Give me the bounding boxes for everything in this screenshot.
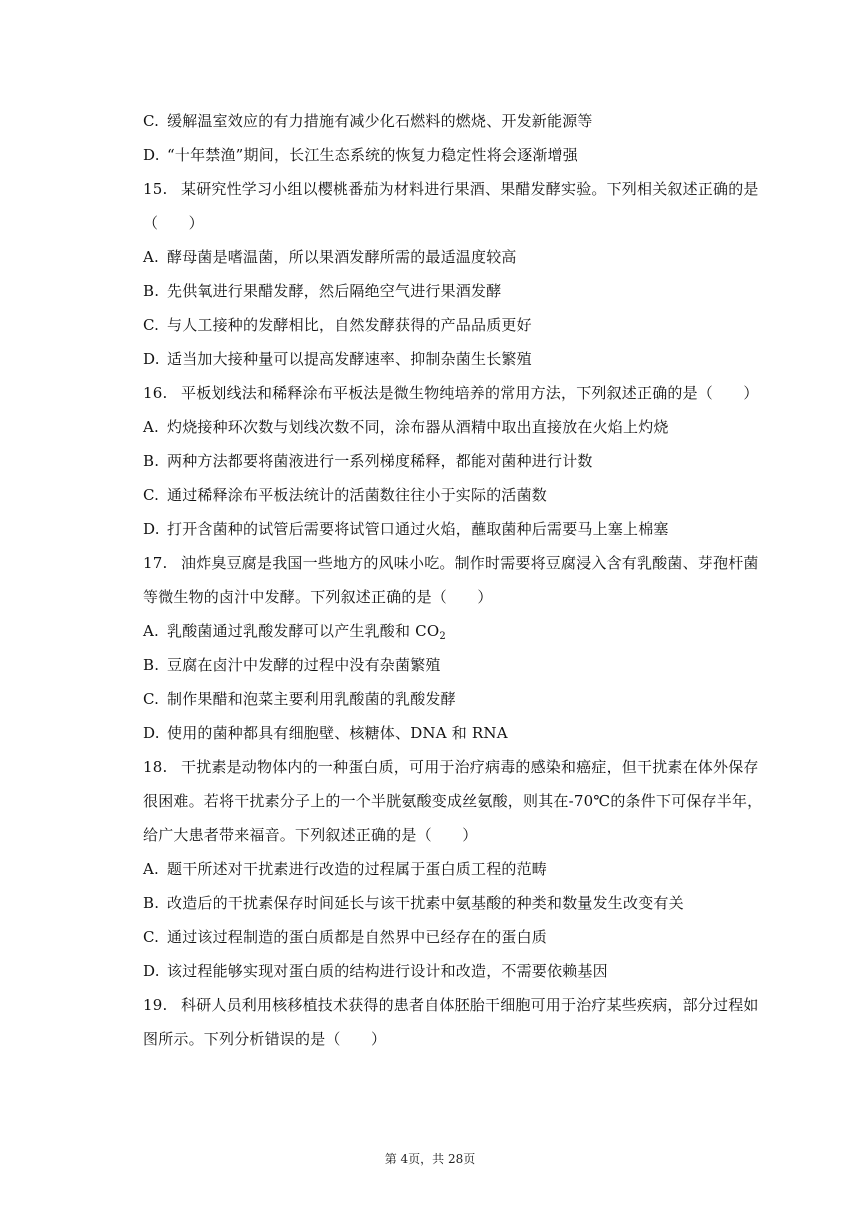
option-letter: D. <box>143 724 160 742</box>
q17-option-c <box>143 689 763 709</box>
option-letter: C. <box>143 112 160 130</box>
question-stem: 很困难。若将干扰素分子上的一个半胱氨酸变成丝氨酸，则其在-70℃的条件下可保存半年， <box>143 792 763 810</box>
q16-option-c <box>143 485 763 505</box>
option-letter: C. <box>143 486 160 504</box>
q15-option-b <box>143 281 763 301</box>
option-letter: B. <box>143 894 160 912</box>
q19-stem-line2 <box>143 1029 763 1049</box>
question-number: 15. <box>143 180 168 198</box>
q16-option-d <box>143 519 763 539</box>
option-text: 酵母菌是嗜温菌，所以果酒发酵所需的最适温度较高 <box>167 248 517 266</box>
question-stem: 图所示。下列分析错误的是（ ） <box>143 1030 387 1048</box>
q15-stem-line1 <box>143 179 763 199</box>
q17-option-a <box>143 621 763 647</box>
q17-stem-line1 <box>143 553 763 573</box>
option-text: 乳酸菌通过乳酸发酵可以产生乳酸和 CO <box>167 622 440 640</box>
option-text: 使用的菌种都具有细胞壁、核糖体、DNA 和 RNA <box>167 724 508 742</box>
q15-option-c <box>143 315 763 335</box>
q17-option-b <box>143 655 763 675</box>
q14-option-c <box>143 111 763 131</box>
q18-stem-line1 <box>143 757 763 777</box>
option-letter: D. <box>143 350 160 368</box>
question-stem: 某研究性学习小组以樱桃番茄为材料进行果酒、果醋发酵实验。下列相关叙述正确的是 <box>181 180 759 198</box>
option-letter: A. <box>143 418 160 436</box>
option-text: 先供氧进行果醋发酵，然后隔绝空气进行果酒发酵 <box>167 282 502 300</box>
q15-stem-line2 <box>143 213 763 233</box>
q18-option-a <box>143 859 763 879</box>
option-text: 两种方法都要将菌液进行一系列梯度稀释，都能对菌种进行计数 <box>167 452 593 470</box>
q16-option-a <box>143 417 763 437</box>
question-stem: 给广大患者带来福音。下列叙述正确的是（ ） <box>143 826 478 844</box>
question-number: 16. <box>143 384 168 402</box>
option-text: 题干所述对干扰素进行改造的过程属于蛋白质工程的范畴 <box>167 860 548 878</box>
option-text: 打开含菌种的试管后需要将试管口通过火焰，蘸取菌种后需要马上塞上棉塞 <box>167 520 669 538</box>
subscript: 2 <box>439 631 446 642</box>
option-text: 适当加大接种量可以提高发酵速率、抑制杂菌生长繁殖 <box>167 350 532 368</box>
q19-stem-line1 <box>143 995 763 1015</box>
q18-option-b <box>143 893 763 913</box>
q17-stem-line2 <box>143 587 763 607</box>
option-text: 改造后的干扰素保存时间延长与该干扰素中氨基酸的种类和数量发生改变有关 <box>167 894 684 912</box>
question-number: 17. <box>143 554 168 572</box>
option-text: 缓解温室效应的有力措施有减少化石燃料的燃烧、开发新能源等 <box>167 112 593 130</box>
option-letter: D. <box>143 520 160 538</box>
q18-stem-line2 <box>143 791 763 811</box>
q17-option-d <box>143 723 763 743</box>
question-stem: 科研人员利用核移植技术获得的患者自体胚胎干细胞可用于治疗某些疾病，部分过程如 <box>181 996 759 1014</box>
option-text: 与人工接种的发酵相比，自然发酵获得的产品品质更好 <box>167 316 532 334</box>
option-letter: D. <box>143 146 160 164</box>
question-stem: 干扰素是动物体内的一种蛋白质，可用于治疗病毒的感染和癌症，但干扰素在体外保存 <box>181 758 759 776</box>
option-text: 制作果醋和泡菜主要利用乳酸菌的乳酸发酵 <box>167 690 456 708</box>
option-letter: A. <box>143 622 160 640</box>
page-footer: 第 4页，共 28页 <box>384 1152 476 1166</box>
option-letter: B. <box>143 452 160 470</box>
q15-option-a <box>143 247 763 267</box>
option-text: 通过稀释涂布平板法统计的活菌数往往小于实际的活菌数 <box>167 486 548 504</box>
question-number: 18. <box>143 758 168 776</box>
option-letter: C. <box>143 928 160 946</box>
q15-option-d <box>143 349 763 369</box>
q16-option-b <box>143 451 763 471</box>
option-text: 灼烧接种环次数与划线次数不同，涂布器从酒精中取出直接放在火焰上灼烧 <box>167 418 669 436</box>
option-letter: B. <box>143 282 160 300</box>
q14-option-d <box>143 145 763 165</box>
question-stem: 油炸臭豆腐是我国一些地方的风味小吃。制作时需要将豆腐浸入含有乳酸菌、芽孢杆菌 <box>181 554 759 572</box>
option-letter: C. <box>143 316 160 334</box>
option-letter: D. <box>143 962 160 980</box>
question-stem: 平板划线法和稀释涂布平板法是微生物纯培养的常用方法，下列叙述正确的是（ ） <box>181 384 759 402</box>
option-letter: A. <box>143 860 160 878</box>
q18-stem-line3 <box>143 825 763 845</box>
option-letter: C. <box>143 690 160 708</box>
q18-option-c <box>143 927 763 947</box>
question-stem: 等微生物的卤汁中发酵。下列叙述正确的是（ ） <box>143 588 493 606</box>
option-text: 该过程能够实现对蛋白质的结构进行设计和改造，不需要依赖基因 <box>167 962 608 980</box>
option-text: 通过该过程制造的蛋白质都是自然界中已经存在的蛋白质 <box>167 928 548 946</box>
question-number: 19. <box>143 996 168 1014</box>
answer-parentheses: （ ） <box>143 214 204 232</box>
q16-stem-line1 <box>143 383 763 403</box>
option-text: “十年禁渔”期间，长江生态系统的恢复力稳定性将会逐渐增强 <box>167 146 578 164</box>
option-letter: B. <box>143 656 160 674</box>
q18-option-d <box>143 961 763 981</box>
option-text: 豆腐在卤汁中发酵的过程中没有杂菌繁殖 <box>167 656 441 674</box>
option-letter: A. <box>143 248 160 266</box>
